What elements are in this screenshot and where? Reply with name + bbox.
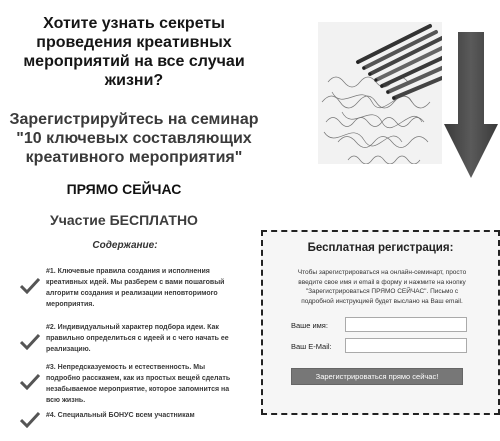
- feature-line: реализацию.: [46, 346, 91, 353]
- form-description-line: Чтобы зарегистрироваться на онлайн-семинарт, просто: [297, 269, 467, 276]
- feature-line: #4. Специальный БОНУС всем участникам: [46, 412, 195, 419]
- free-participation-text: Участие БЕСПЛАТНО: [50, 212, 198, 228]
- register-now-button[interactable]: Зарегистрироваться прямо сейчас!: [291, 368, 463, 385]
- email-input[interactable]: [345, 338, 467, 353]
- feature-line: правильно определиться с идеей и с чего начать ее: [46, 335, 229, 342]
- feature-line: подробно расскажем, как из простых вещей сделать: [46, 375, 231, 382]
- form-description-line: подробной инструкцией будет выслано на Ваш email.: [301, 297, 463, 305]
- checkmark-icon: [20, 334, 40, 350]
- cta-now-text: ПРЯМО СЕЙЧАС: [66, 181, 182, 197]
- feature-line: мероприятия.: [46, 301, 95, 308]
- form-description-line: введите свое имя и email в форму и нажмите на кнопку: [298, 278, 466, 286]
- feature-line: креативных идей. Мы разберем с вами пошаговый: [46, 279, 225, 286]
- headline: [0, 14, 268, 90]
- checkmark-icon: [20, 412, 40, 428]
- subheadline: [0, 110, 268, 167]
- registration-panel: [261, 230, 500, 415]
- subheadline-line: "10 ключевых составляющих: [16, 130, 252, 147]
- feature-line: незабываемое мероприятие, которое запомнится на: [46, 386, 230, 393]
- feature-line: #3. Непредсказуемость и естественность. Мы: [46, 364, 206, 371]
- subheadline-line: креативного мероприятия": [25, 149, 243, 166]
- headline-line: Хотите узнать секреты: [43, 15, 225, 32]
- feature-line: алгоритм создания и реализации неповторимого: [46, 290, 218, 297]
- contents-title: Содержание:: [92, 240, 158, 251]
- feature-line: всю жизнь.: [46, 397, 86, 404]
- name-input[interactable]: [345, 317, 467, 332]
- checkmark-icon: [20, 374, 40, 390]
- feature-item: [20, 362, 260, 406]
- down-arrow-icon: [444, 32, 498, 178]
- feature-item: [20, 266, 260, 310]
- headline-line: мероприятий на все случаи: [23, 53, 245, 70]
- email-label: Ваш E-Mail:: [291, 342, 332, 351]
- feature-item: [20, 410, 260, 421]
- pencil-drawing-image: [318, 22, 442, 164]
- form-title: Бесплатная регистрация:: [307, 242, 454, 254]
- headline-line: жизни?: [104, 72, 164, 89]
- subheadline-line: Зарегистрируйтесь на семинар: [9, 111, 259, 128]
- name-label: Ваше имя:: [291, 321, 328, 330]
- headline-line: проведения креативных: [36, 34, 232, 51]
- form-description-line: "Зарегистрироваться ПРЯМО СЕЙЧАС". Письмо с: [305, 288, 459, 295]
- form-description: [274, 268, 490, 306]
- feature-line: #2. Индивидуальный характер подбора идеи. Как: [46, 324, 219, 331]
- checkmark-icon: [20, 278, 40, 294]
- feature-line: #1. Ключевые правила создания и исполнения: [46, 268, 210, 275]
- feature-item: [20, 322, 260, 355]
